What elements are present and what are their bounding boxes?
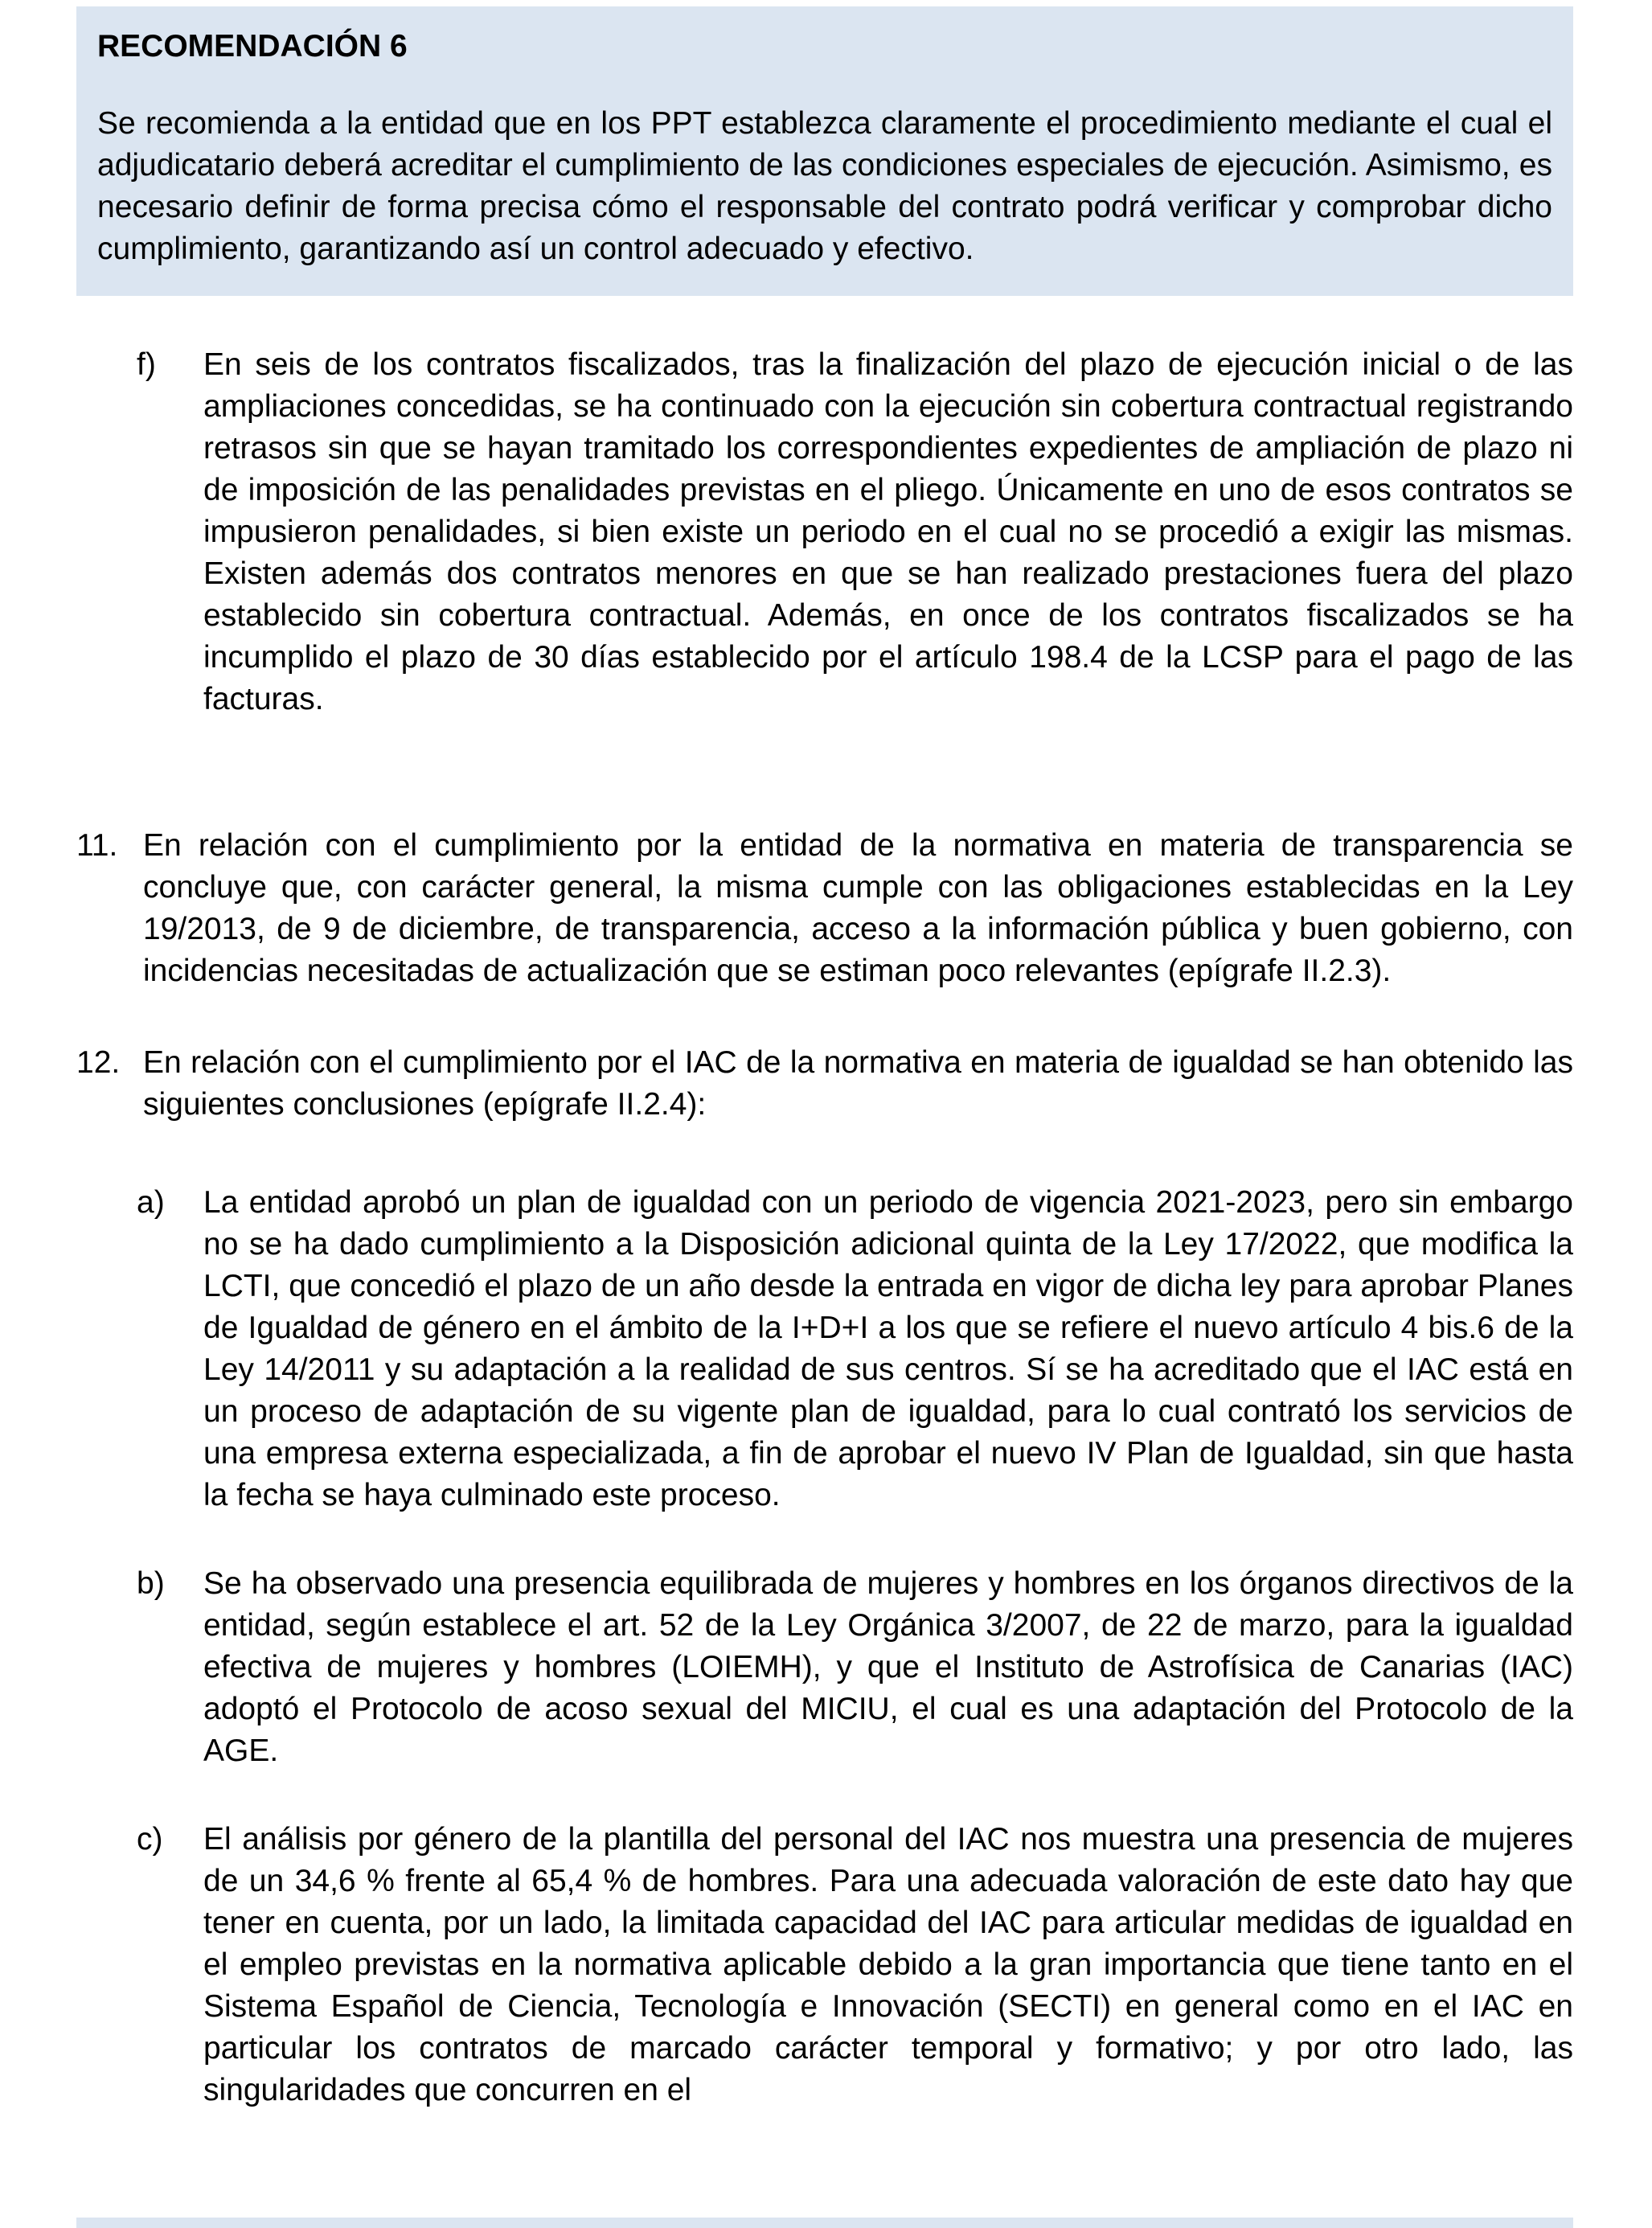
item-text: El análisis por género de la plantilla del personal del IAC nos muestra una presencia de mujeres de un 34,6 % frente al 65,4 % de hombres. Para una adecuada valoración de este dato hay que tener en cuenta, por un lado, la limitada capacidad del IAC para articular medidas de igualdad en el empleo previstas en la normativa aplicable debido a la gran importancia que tiene tanto en el Sistema Español de Ciencia, Tecnología e Innovación (SECTI) en general como en el IAC en particular los contratos de marcado carácter temporal y formativo; y por otro lado, las singularidades que concurren en el	[203, 1822, 1573, 2107]
item-label: 11.	[76, 828, 118, 863]
item-text: En relación con el cumplimiento por la entidad de la normativa en materia de transparencia se concluye que, con carácter general, la misma cumple con las obligaciones establecidas en la Ley 19/2013, de 9 de diciembre, de transparencia, acceso a la información pública y buen gobierno, con incidencias necesitadas de actualización que se estiman poco relevantes (epígrafe II.2.3).	[143, 828, 1573, 988]
recommendation-title: RECOMENDACIÓN 6	[97, 29, 408, 64]
item-text: En relación con el cumplimiento por el IAC de la normativa en materia de igualdad se han obtenido las siguientes conclusiones (epígrafe II.2.4):	[143, 1045, 1573, 1122]
document-page-content	[76, 6, 1573, 2111]
list-item-a	[76, 1182, 1573, 1516]
list-item-c	[76, 1819, 1573, 2111]
item-label: c)	[137, 1822, 163, 1857]
item-text: La entidad aprobó un plan de igualdad con un periodo de vigencia 2021-2023, pero sin embargo no se ha dado cumplimiento a la Disposición adicional quinta de la Ley 17/2022, que modifica la LCTI, que concedió el plazo de un año desde la entrada en vigor de dicha ley para aprobar Planes de Igualdad de género en el ámbito de la I+D+I a los que se refiere el nuevo artículo 4 bis.6 de la Ley 14/2011 y su adaptación a la realidad de sus centros. Sí se ha acreditado que el IAC está en un proceso de adaptación de su vigente plan de igualdad, para lo cual contrató los servicios de una empresa externa especializada, a fin de aprobar el nuevo IV Plan de Igualdad, sin que hasta la fecha se haya culminado este proceso.	[203, 1185, 1573, 1512]
item-text: Se ha observado una presencia equilibrada de mujeres y hombres en los órganos directivos de la entidad, según establece el art. 52 de la Ley Orgánica 3/2007, de 22 de marzo, para la igualdad efectiva de mujeres y hombres (LOIEMH), y que el Instituto de Astrofísica de Canarias (IAC) adoptó el Protocolo de acoso sexual del MICIU, el cual es una adaptación del Protocolo de la AGE.	[203, 1566, 1573, 1768]
item-label: 12.	[76, 1045, 121, 1080]
next-recommendation-box-edge	[76, 2218, 1573, 2228]
item-text: En seis de los contratos fiscalizados, tras la finalización del plazo de ejecución inicial o de las ampliaciones concedidas, se ha continuado con la ejecución sin cobertura contractual registrando retrasos sin que se hayan tramitado los correspondientes expedientes de ampliación de plazo ni de imposición de las penalidades previstas en el pliego. Únicamente en uno de esos contratos se impusieron penalidades, si bien existe un periodo en el cual no se procedió a exigir las mismas. Existen además dos contratos menores en que se han realizado prestaciones fuera del plazo establecido sin cobertura contractual. Además, en once de los contratos fiscalizados se ha incumplido el plazo de 30 días establecido por el artículo 198.4 de la LCSP para el pago de las facturas.	[203, 347, 1573, 716]
list-item-12	[76, 1042, 1573, 1126]
list-item-f	[76, 344, 1573, 720]
item-label: b)	[137, 1566, 165, 1601]
item-label: a)	[137, 1185, 165, 1220]
recommendation-body: Se recomienda a la entidad que en los PPT establezca claramente el procedimiento mediante el cual el adjudicatario deberá acreditar el cumplimiento de las condiciones especiales de ejecución. Asimismo, es necesario definir de forma precisa cómo el responsable del contrato podrá verificar y comprobar dicho cumplimiento, garantizando así un control adecuado y efectivo.	[97, 106, 1552, 266]
list-item-11	[76, 825, 1573, 992]
list-item-b	[76, 1563, 1573, 1772]
item-label: f)	[137, 347, 156, 382]
recommendation-box	[76, 6, 1573, 296]
